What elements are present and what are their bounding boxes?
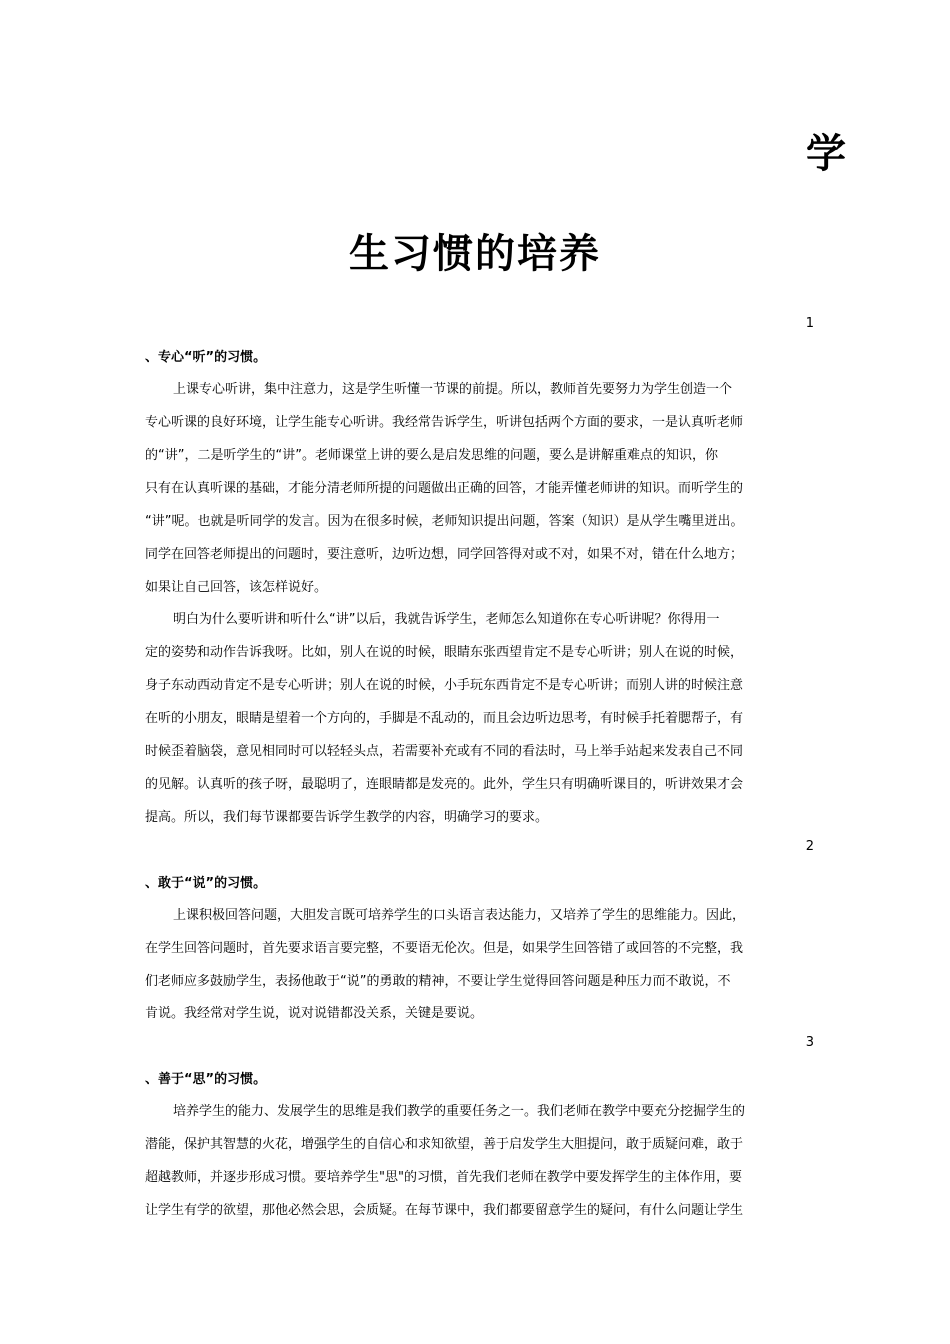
paragraph-line: 同学在回答老师提出的问题时，要注意听，边听边想，同学回答得对或不对，如果不对，错在什么地方； (145, 547, 744, 562)
section-number: 2 (805, 839, 814, 854)
paragraph-line: 只有在认真听课的基础，才能分清老师所提的问题做出正确的回答，才能弄懂老师讲的知识。而听学生的 (145, 481, 744, 496)
paragraph-line: 身子东动西动肯定不是专心听讲；别人在说的时候，小手玩东西肯定不是专心听讲；而别人讲的时候注意 (145, 678, 744, 693)
paragraph-line: 如果让自己回答，该怎样说好。 (145, 580, 328, 595)
title-first-char: 学 (806, 131, 846, 177)
paragraph-line: 潜能，保护其智慧的火花，增强学生的自信心和求知欲望，善于启发学生大胆提问，敢于质疑问难，敢于 (145, 1137, 744, 1152)
paragraph-line: 在听的小朋友，眼睛是望着一个方向的，手脚是不乱动的，而且会边听边思考，有时候手托着腮帮子，有 (145, 711, 744, 726)
paragraph-line: 肯说。我经常对学生说，说对说错都没关系，关键是要说。 (145, 1006, 484, 1021)
page-title: 生习惯的培养 (349, 231, 601, 277)
paragraph-line: 明白为什么要听讲和听什么“讲”以后，我就告诉学生，老师怎么知道你在专心听讲呢？你得用一 (173, 612, 720, 627)
section-number: 3 (805, 1035, 814, 1050)
paragraph-line: 提高。所以，我们每节课都要告诉学生教学的内容，明确学习的要求。 (145, 810, 549, 825)
paragraph-line: 在学生回答问题时，首先要求语言要完整，不要语无伦次。但是，如果学生回答错了或回答的不完整，我 (145, 941, 744, 956)
section-heading: 、专心“听”的习惯。 (145, 350, 267, 365)
section-number: 1 (805, 316, 814, 331)
paragraph-line: 培养学生的能力、发展学生的思维是我们教学的重要任务之一。我们老师在教学中要充分挖掘学生的 (173, 1104, 746, 1119)
paragraph-line: “讲”呢。也就是听同学的发言。因为在很多时候，老师知识提出问题，答案（知识）是从学生嘴里迸出。 (145, 514, 744, 529)
section-heading: 、敢于“说”的习惯。 (145, 876, 267, 891)
paragraph-line: 专心听课的良好环境，让学生能专心听讲。我经常告诉学生，听讲包括两个方面的要求，一是认真听老师 (145, 415, 744, 430)
section-heading: 、善于“思”的习惯。 (145, 1072, 267, 1087)
paragraph-line: 超越教师，并逐步形成习惯。要培养学生"思"的习惯，首先我们老师在教学中要发挥学生的主体作用，要 (145, 1170, 742, 1185)
paragraph-line: 的见解。认真听的孩子呀，最聪明了，连眼睛都是发亮的。此外，学生只有明确听课目的，听讲效果才会 (145, 777, 744, 792)
paragraph-line: 让学生有学的欲望，那他必然会思，会质疑。在每节课中，我们都要留意学生的疑问，有什么问题让学生 (145, 1203, 744, 1218)
paragraph-line: 们老师应多鼓励学生，表扬他敢于“说”的勇敢的精神，不要让学生觉得回答问题是种压力而不敢说，不 (145, 974, 731, 989)
paragraph-line: 的“讲”，二是听学生的“讲”。老师课堂上讲的要么是启发思维的问题，要么是讲解重难点的知识，你 (145, 448, 718, 463)
paragraph-line: 时候歪着脑袋，意见相同时可以轻轻头点，若需要补充或有不同的看法时，马上举手站起来发表自己不同 (145, 744, 744, 759)
paragraph-line: 上课积极回答问题，大胆发言既可培养学生的口头语言表达能力，又培养了学生的思维能力。因此， (173, 908, 746, 923)
paragraph-line: 上课专心听讲，集中注意力，这是学生听懂一节课的前提。所以，教师首先要努力为学生创造一个 (173, 382, 733, 397)
paragraph-line: 定的姿势和动作告诉我呀。比如，别人在说的时候，眼睛东张西望肯定不是专心听讲；别人在说的时候， (145, 645, 744, 660)
